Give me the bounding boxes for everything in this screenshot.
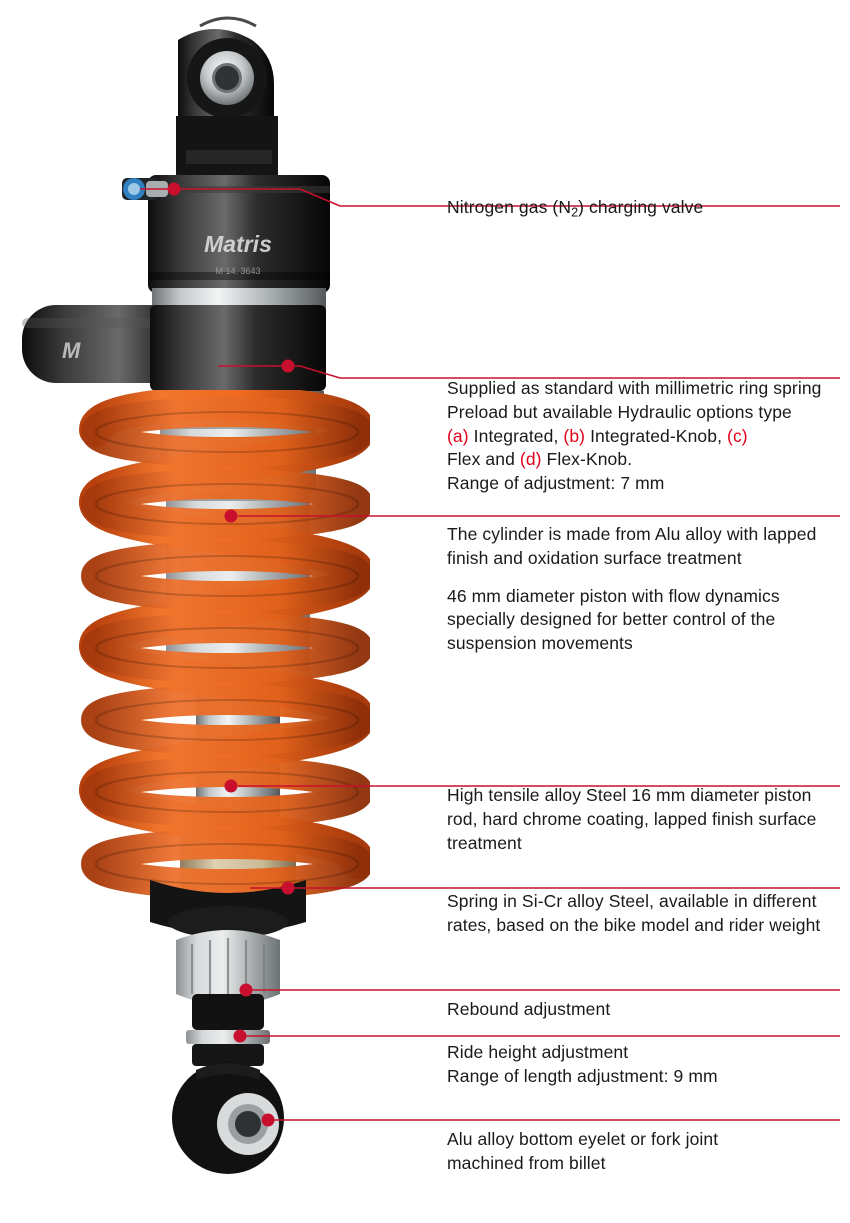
- rebound-adjuster: [176, 930, 280, 1005]
- nitrogen-valve-part: [122, 178, 168, 200]
- callout-spring-preload: Supplied as standard with millimetric ring spring Preload but available Hydraulic options type (a) Integrated, (b) Integrated-Knob, (c) Flex and (d) Flex-Knob. Range of adjustment: 7 mm: [447, 378, 822, 494]
- bottom-eyelet: [172, 1062, 284, 1174]
- svg-text:M: M: [62, 338, 81, 363]
- callout-piston-rod: High tensile alloy Steel 16 mm diameter piston rod, hard chrome coating, lapped finish surface treatment: [447, 785, 817, 853]
- callout-bottom-eyelet: Alu alloy bottom eyelet or fork joint machined from billet: [447, 1129, 719, 1173]
- callout-ride-height-adjustment: Ride height adjustment Range of length adjustment: 9 mm: [447, 1042, 718, 1086]
- ride-height-adjuster: [186, 994, 270, 1066]
- svg-text:M 14. 3643: M 14. 3643: [215, 266, 261, 276]
- svg-text:Matris: Matris: [204, 231, 272, 257]
- callout-rebound-adjustment: Rebound adjustment: [447, 999, 611, 1019]
- svg-text:Matris: Matris: [208, 583, 268, 605]
- callout-nitrogen-valve: Nitrogen gas $(N_2)$ charging valve: [447, 197, 704, 220]
- callout-cylinder-piston: The cylinder is made from Alu alloy with lapped finish and oxidation surface treatment 46 mm diameter piston with flow dynamics specially designed for better control of the suspension movements: [447, 524, 817, 654]
- reservoir-body: [148, 175, 330, 293]
- callout-spring-material: Spring in Si-Cr alloy Steel, available in different rates, based on the bike model and rider weight: [447, 891, 821, 935]
